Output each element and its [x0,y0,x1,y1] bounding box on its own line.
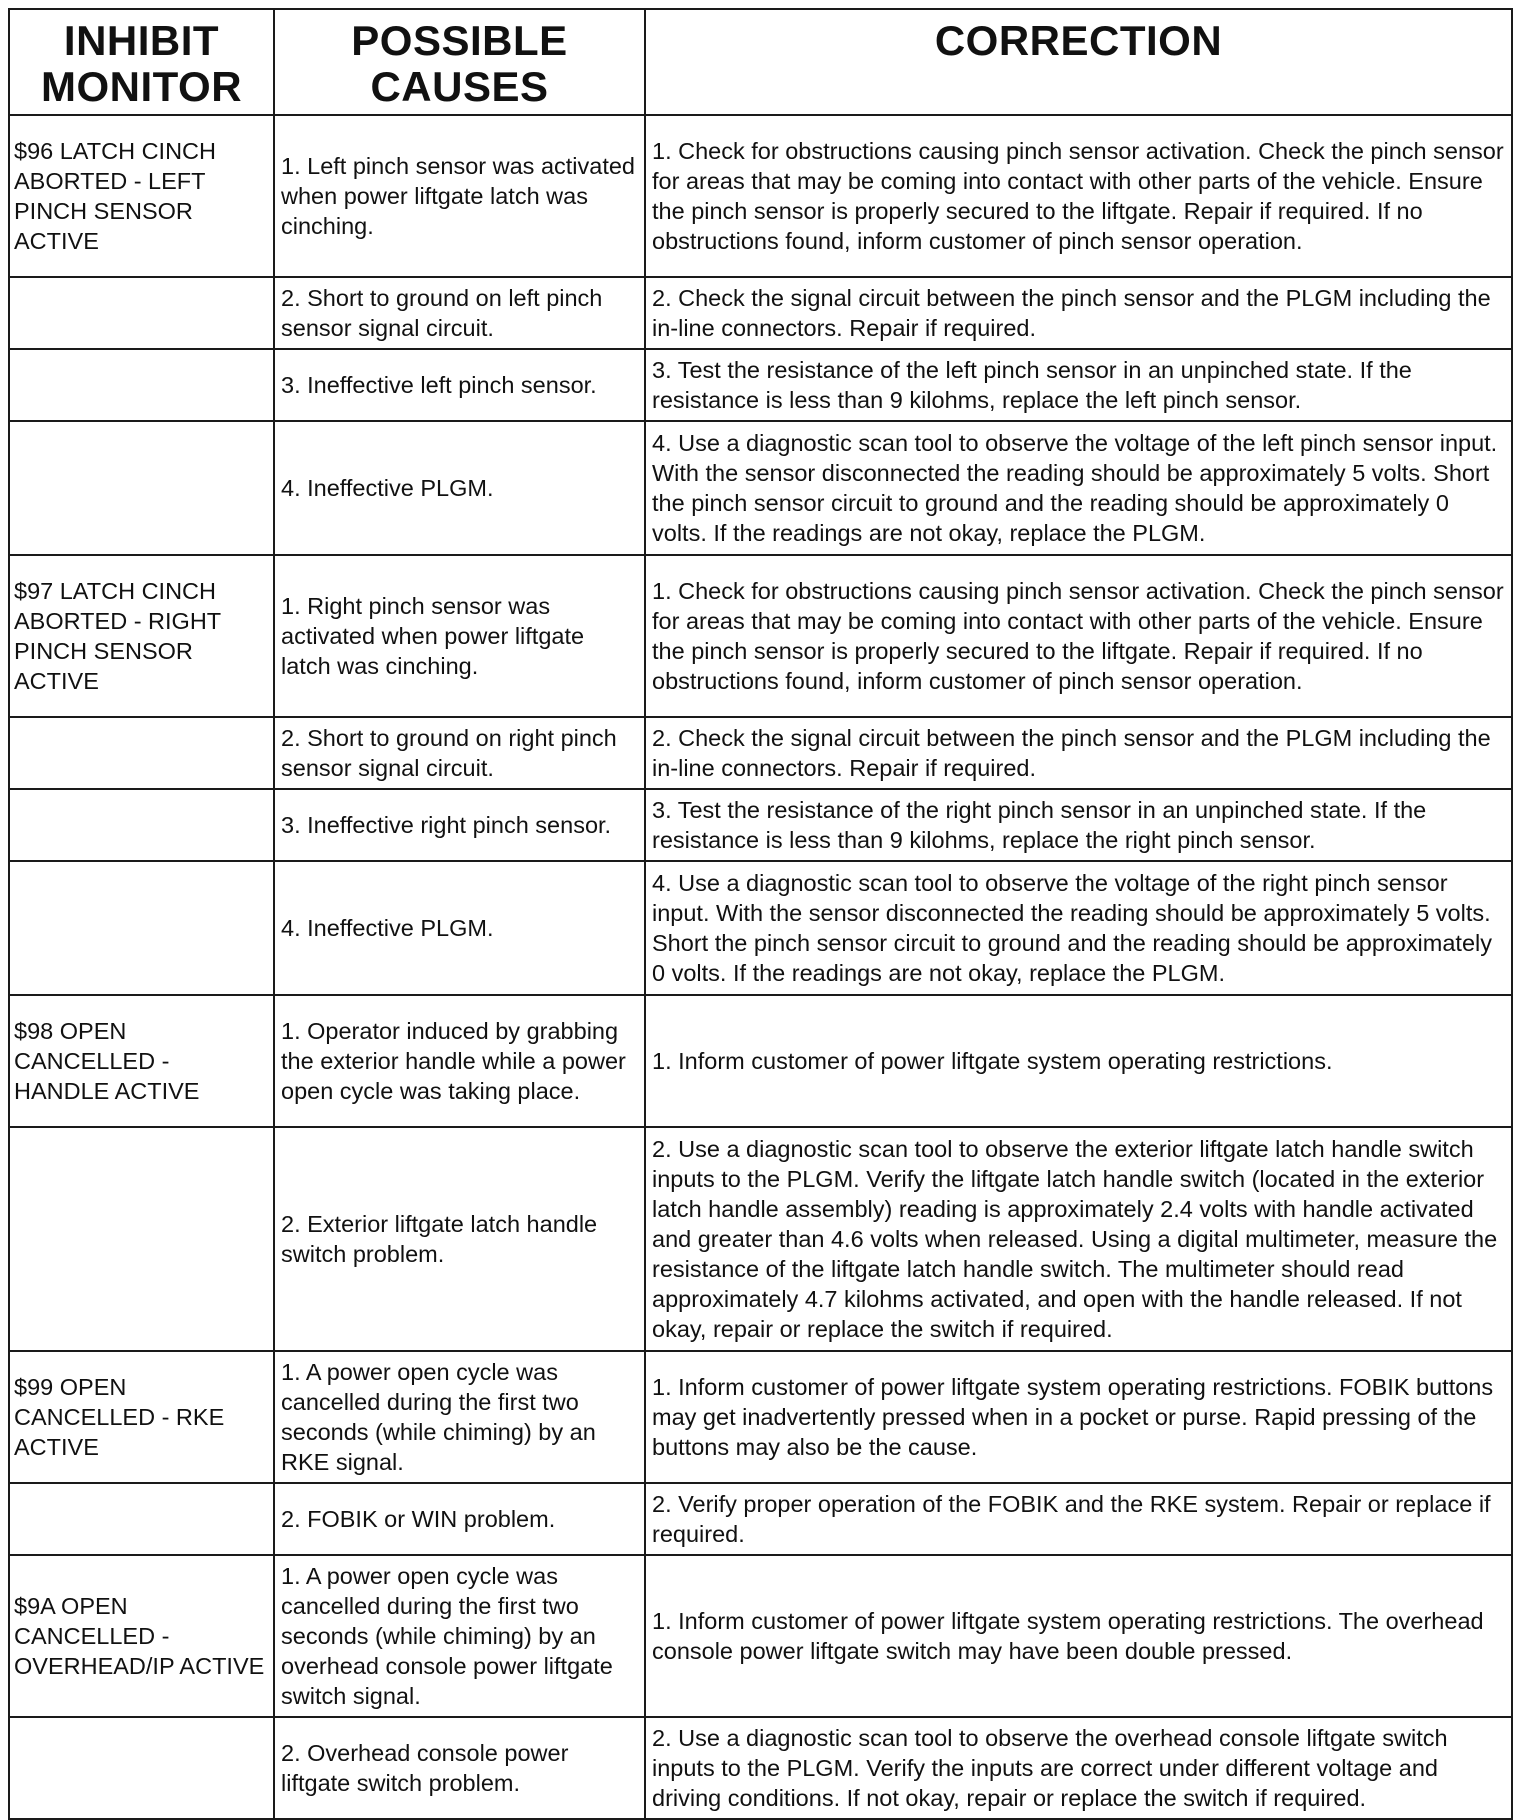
correction-cell: 4. Use a diagnostic scan tool to observe the voltage of the left pinch sensor input. With the sensor disconnected the reading should be approximately 5 volts. Short the pinch sensor circuit to ground and the reading should be approximately 0 volts. If the readings are not okay, replace the PLGM. [645,421,1512,555]
monitor-cell: $98 OPEN CANCELLED - HANDLE ACTIVE [9,995,274,1127]
monitor-cell [9,277,274,349]
header-line: INHIBIT [63,17,220,64]
cause-cell: 3. Ineffective left pinch sensor. [274,349,645,421]
monitor-cell: $97 LATCH CINCH ABORTED - RIGHT PINCH SENSOR ACTIVE [9,555,274,717]
monitor-cell [9,349,274,421]
cause-cell: 2. Exterior liftgate latch handle switch problem. [274,1127,645,1351]
correction-cell: 2. Use a diagnostic scan tool to observe the overhead console liftgate switch inputs to the PLGM. Verify the inputs are correct under different voltage and driving conditions. If not okay, repair or replace the switch if required. [645,1717,1512,1819]
cause-cell: 2. FOBIK or WIN problem. [274,1483,645,1555]
table-row [9,349,1512,421]
header-correction [645,9,1512,115]
correction-cell: 1. Inform customer of power liftgate system operating restrictions. [645,995,1512,1127]
header-line: CORRECTION [934,17,1223,64]
table-row [9,861,1512,995]
header-line: MONITOR [40,63,243,110]
monitor-cell [9,421,274,555]
table-row [9,421,1512,555]
monitor-cell [9,1483,274,1555]
header-line: CAUSES [370,63,549,110]
table-row [9,555,1512,717]
table-row [9,1351,1512,1483]
header-inhibit-monitor [9,9,274,115]
table-row [9,717,1512,789]
table-row [9,995,1512,1127]
correction-cell: 2. Check the signal circuit between the pinch sensor and the PLGM including the in-line connectors. Repair if required. [645,277,1512,349]
cause-cell: 1. Left pinch sensor was activated when power liftgate latch was cinching. [274,115,645,277]
header-possible-causes [274,9,645,115]
cause-cell: 3. Ineffective right pinch sensor. [274,789,645,861]
table-row [9,115,1512,277]
table-row [9,1717,1512,1819]
monitor-cell [9,861,274,995]
cause-cell: 1. Right pinch sensor was activated when power liftgate latch was cinching. [274,555,645,717]
monitor-cell: $96 LATCH CINCH ABORTED - LEFT PINCH SENSOR ACTIVE [9,115,274,277]
table-row [9,1555,1512,1717]
cause-cell: 2. Short to ground on left pinch sensor signal circuit. [274,277,645,349]
correction-cell: 4. Use a diagnostic scan tool to observe the voltage of the right pinch sensor input. With the sensor disconnected the reading should be approximately 5 volts. Short the pinch sensor circuit to ground and the reading should be approximately 0 volts. If the readings are not okay, replace the PLGM. [645,861,1512,995]
correction-cell: 2. Use a diagnostic scan tool to observe the exterior liftgate latch handle switch inputs to the PLGM. Verify the liftgate latch handle switch (located in the exterior latch handle assembly) reading is approximately 2.4 volts with handle activated and greater than 4.6 volts when released. Using a digital multimeter, measure the resistance of the liftgate latch handle switch. The multimeter should read approximately 4.7 kilohms activated, and open with the handle released. If not okay, repair or replace the switch if required. [645,1127,1512,1351]
cause-cell: 1. A power open cycle was cancelled during the first two seconds (while chiming) by an RKE signal. [274,1351,645,1483]
correction-cell: 2. Verify proper operation of the FOBIK and the RKE system. Repair or replace if required. [645,1483,1512,1555]
diagnostic-page [8,8,1511,1811]
cause-cell: 1. Operator induced by grabbing the exterior handle while a power open cycle was taking place. [274,995,645,1127]
monitor-cell [9,789,274,861]
cause-cell: 2. Overhead console power liftgate switch problem. [274,1717,645,1819]
table-row [9,1483,1512,1555]
monitor-cell [9,717,274,789]
correction-cell: 3. Test the resistance of the left pinch sensor in an unpinched state. If the resistance is less than 9 kilohms, replace the left pinch sensor. [645,349,1512,421]
diagnostic-table [8,8,1513,1820]
cause-cell: 2. Short to ground on right pinch sensor signal circuit. [274,717,645,789]
correction-cell: 1. Check for obstructions causing pinch sensor activation. Check the pinch sensor for areas that may be coming into contact with other parts of the vehicle. Ensure the pinch sensor is properly secured to the liftgate. Repair if required. If no obstructions found, inform customer of pinch sensor operation. [645,555,1512,717]
correction-cell: 2. Check the signal circuit between the pinch sensor and the PLGM including the in-line connectors. Repair if required. [645,717,1512,789]
cause-cell: 1. A power open cycle was cancelled during the first two seconds (while chiming) by an overhead console power liftgate switch signal. [274,1555,645,1717]
correction-cell: 1. Inform customer of power liftgate system operating restrictions. FOBIK buttons may get inadvertently pressed when in a pocket or purse. Rapid pressing of the buttons may also be the cause. [645,1351,1512,1483]
correction-cell: 3. Test the resistance of the right pinch sensor in an unpinched state. If the resistance is less than 9 kilohms, replace the right pinch sensor. [645,789,1512,861]
table-row [9,277,1512,349]
correction-cell: 1. Inform customer of power liftgate system operating restrictions. The overhead console power liftgate switch may have been double pressed. [645,1555,1512,1717]
header-line: POSSIBLE [351,17,568,64]
monitor-cell [9,1717,274,1819]
monitor-cell [9,1127,274,1351]
monitor-cell: $9A OPEN CANCELLED - OVERHEAD/IP ACTIVE [9,1555,274,1717]
table-row [9,1127,1512,1351]
cause-cell: 4. Ineffective PLGM. [274,861,645,995]
table-row [9,789,1512,861]
monitor-cell: $99 OPEN CANCELLED - RKE ACTIVE [9,1351,274,1483]
header-row [9,9,1512,115]
cause-cell: 4. Ineffective PLGM. [274,421,645,555]
correction-cell: 1. Check for obstructions causing pinch sensor activation. Check the pinch sensor for areas that may be coming into contact with other parts of the vehicle. Ensure the pinch sensor is properly secured to the liftgate. Repair if required. If no obstructions found, inform customer of pinch sensor operation. [645,115,1512,277]
